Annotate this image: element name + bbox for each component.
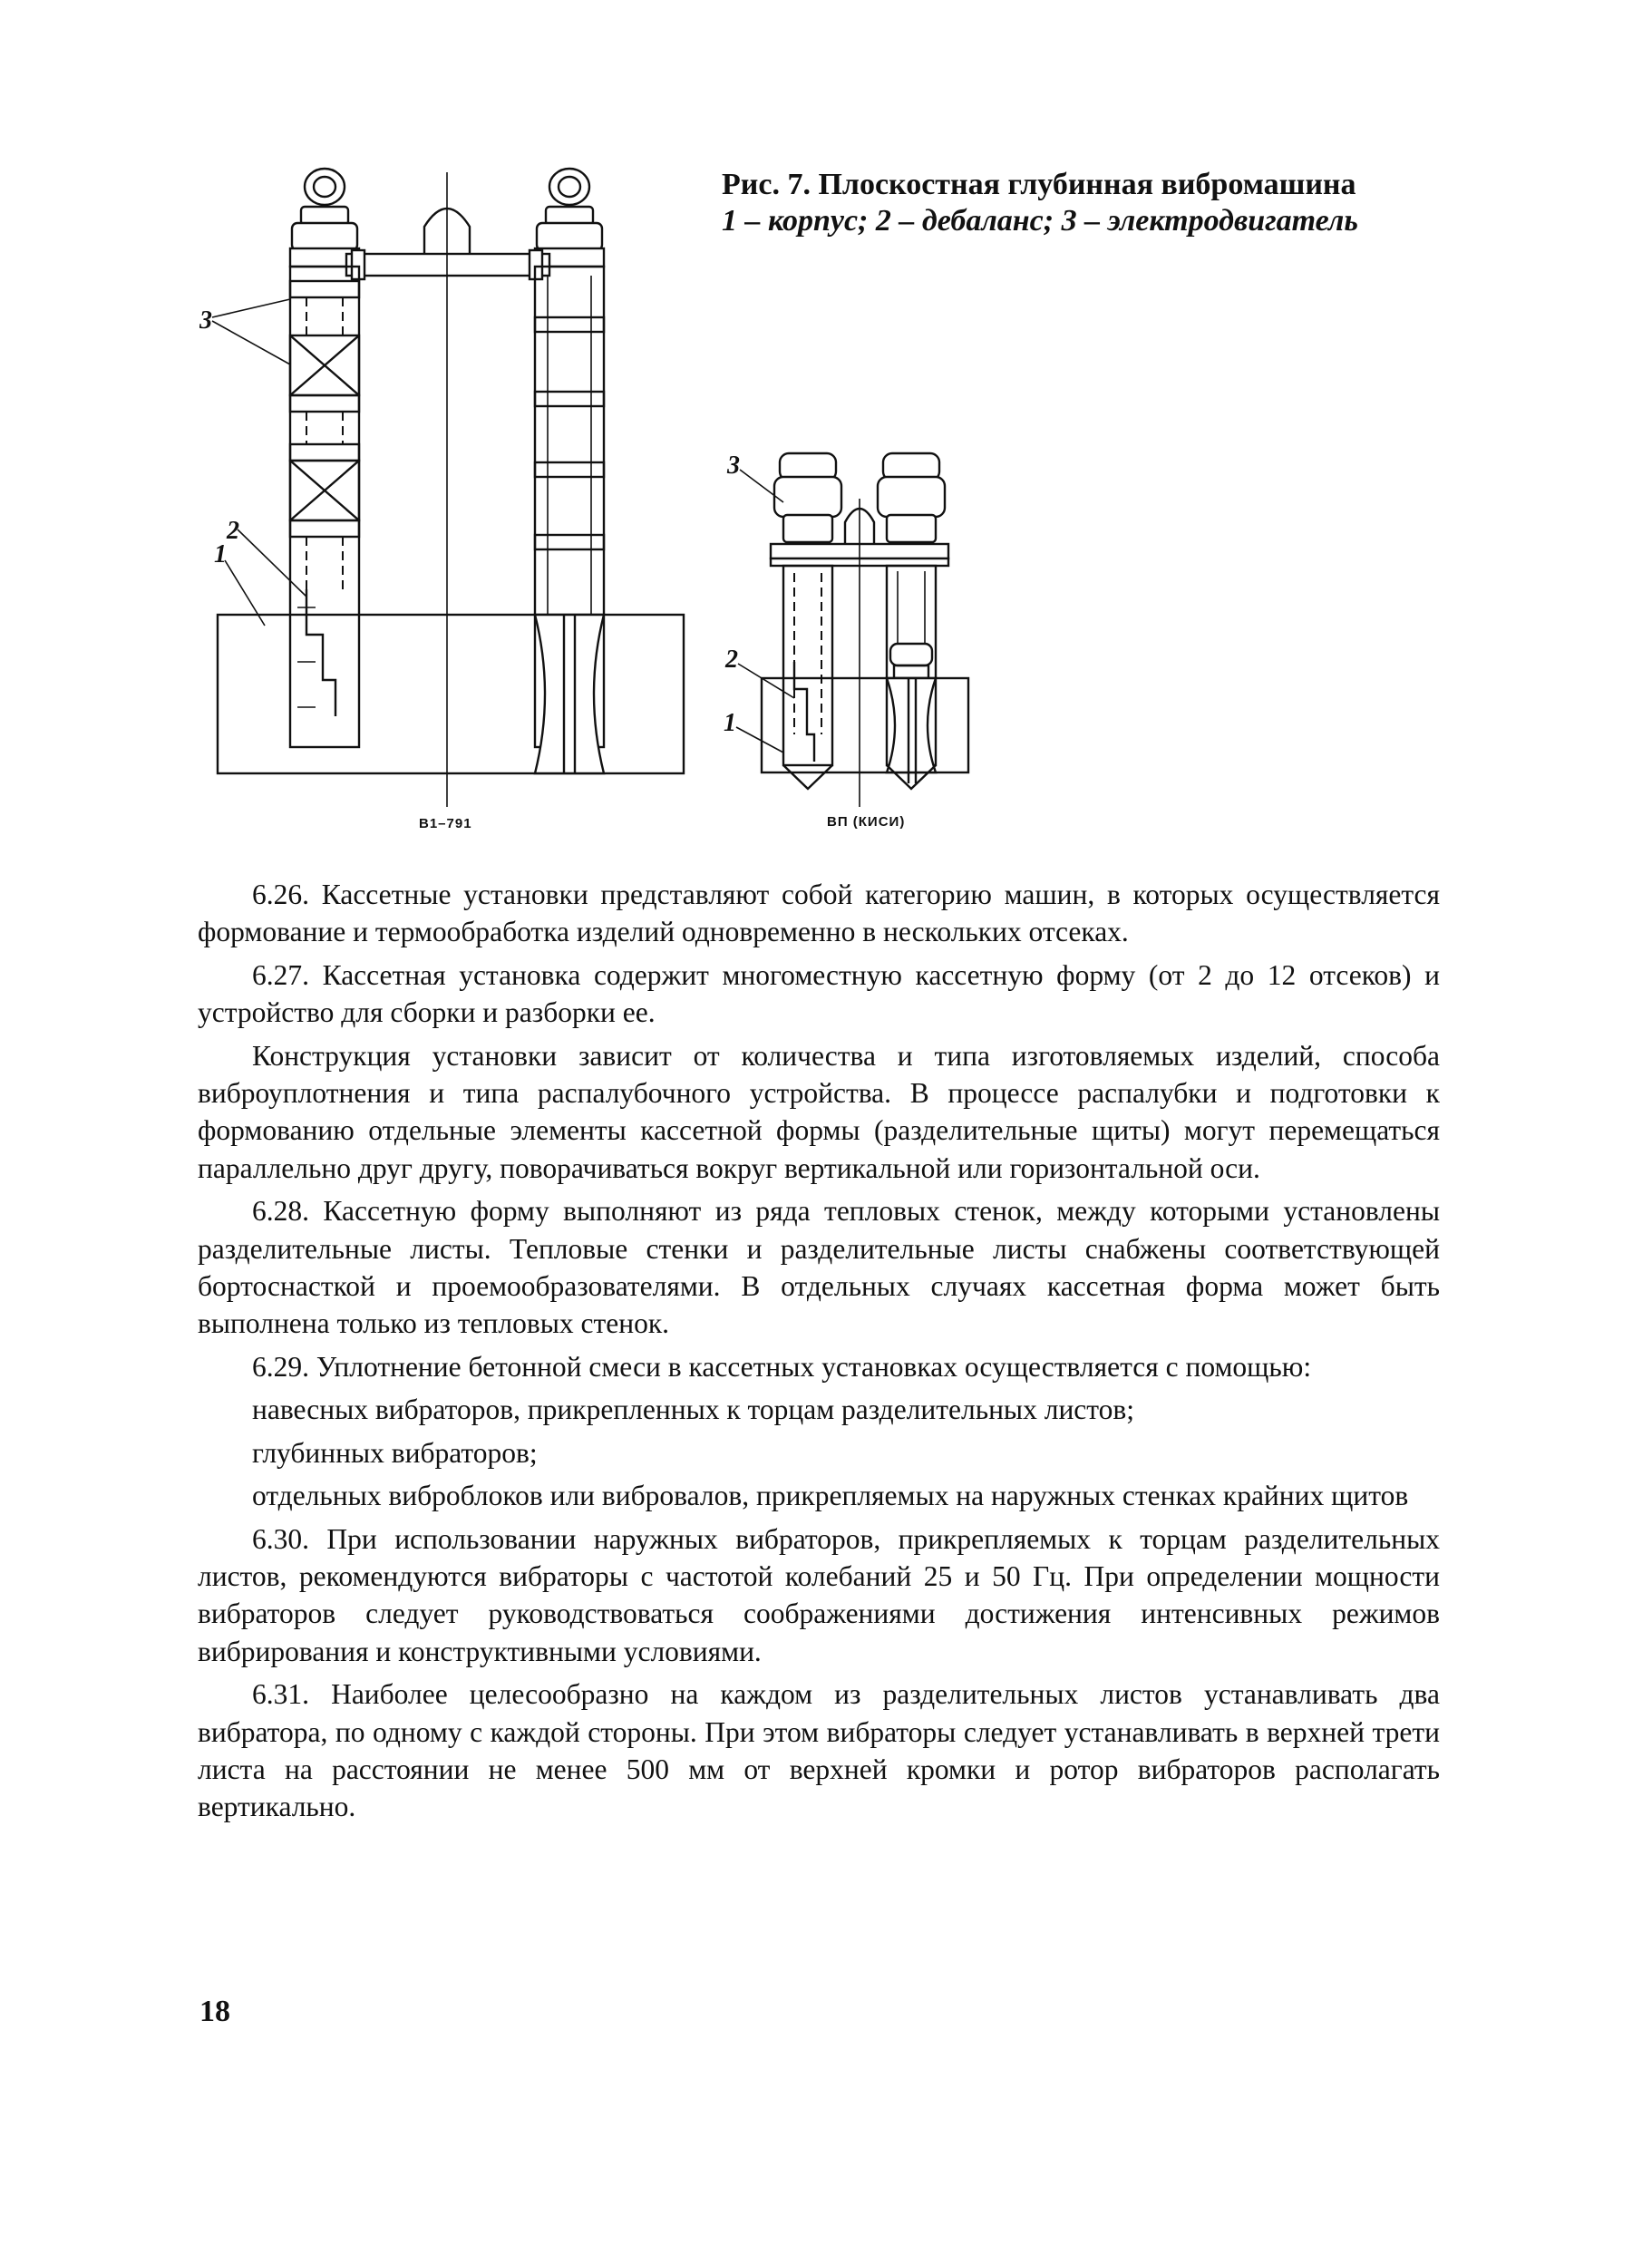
paragraph-6-26: 6.26. Кассетные установки представляют собой категорию машин, в которых осуществляется формование и термообработка изделий одновременно в нескольких отсеках. — [198, 879, 1440, 948]
paragraph-6-27: 6.27. Кассетная установка содержит многоместную кассетную форму (от 2 до 12 отсеков) и устройство для сборки и разборки ее. — [198, 958, 1440, 1029]
svg-text:3: 3 — [727, 452, 740, 480]
vibromachine-figure — [199, 154, 997, 852]
svg-text:1: 1 — [214, 540, 227, 568]
left-machine-label: В1–791 — [419, 816, 472, 831]
right-machine-drawing — [724, 452, 968, 807]
paragraph-6-31: 6.31. Наиболее целесообразно на каждом из разделительных листов устанавливать два вибратора, по одному с каждой стороны. При этом вибраторы следует устанавливать в верхней трети листа на расстоянии не менее 500 мм от верхней кромки и ротор вибраторов располагать вертикально. — [198, 1678, 1440, 1823]
paragraph-construction: Конструкция установки зависит от количества и типа изготовляемых изделий, способа виброуплотнения и типа распалубочного устройства. В процессе распалубки и подготовки к формованию отдельные элементы кассетной формы (разделительные щиты) могут перемещаться параллельно друг другу, поворачиваться вокруг вертикальной или горизонтальной оси. — [198, 1039, 1440, 1184]
body-text — [198, 876, 1440, 1831]
list-item: отдельных виброблоков или вибровалов, прикрепляемых на наружных стенках крайних щитов — [252, 1480, 1409, 1512]
left-machine-drawing — [199, 169, 684, 807]
paragraph-6-30: 6.30. При использовании наружных вибраторов, прикрепляемых к торцам разделительных листов, рекомендуются вибраторы с частотой колебаний 25 и 50 Гц. При определении мощности вибраторов следует руководствоваться соображениями достижения интенсивных режимов вибрирования и конструктивными условиями. — [198, 1522, 1440, 1667]
list-item: глубинных вибраторов; — [252, 1436, 538, 1469]
figure-caption — [722, 167, 1538, 239]
caption-title: Рис. 7. Плоскостная глубинная вибромашина — [722, 168, 1356, 201]
list-item: навесных вибраторов, прикрепленных к торцам разделительных листов; — [252, 1394, 1135, 1426]
svg-text:3: 3 — [199, 306, 212, 335]
paragraph-6-28: 6.28. Кассетную форму выполняют из ряда тепловых стенок, между которыми установлены разделительные листы. Тепловые стенки и разделительные листы снабжены соответствующей бортоснасткой и проемообразователями. В отдельных случаях кассетная форма может быть выполнена только из тепловых стенок. — [198, 1195, 1440, 1340]
paragraph-6-29: 6.29. Уплотнение бетонной смеси в кассетных установках осуществляется с помощью: — [252, 1350, 1312, 1383]
svg-text:2: 2 — [227, 517, 239, 545]
caption-legend: 1 – корпус; 2 – дебаланс; 3 – электродвигатель — [722, 204, 1358, 238]
svg-text:1: 1 — [724, 709, 736, 737]
right-machine-label: ВП (КИСИ) — [827, 814, 906, 830]
page-number: 18 — [199, 1995, 230, 2028]
svg-text:2: 2 — [725, 646, 738, 674]
